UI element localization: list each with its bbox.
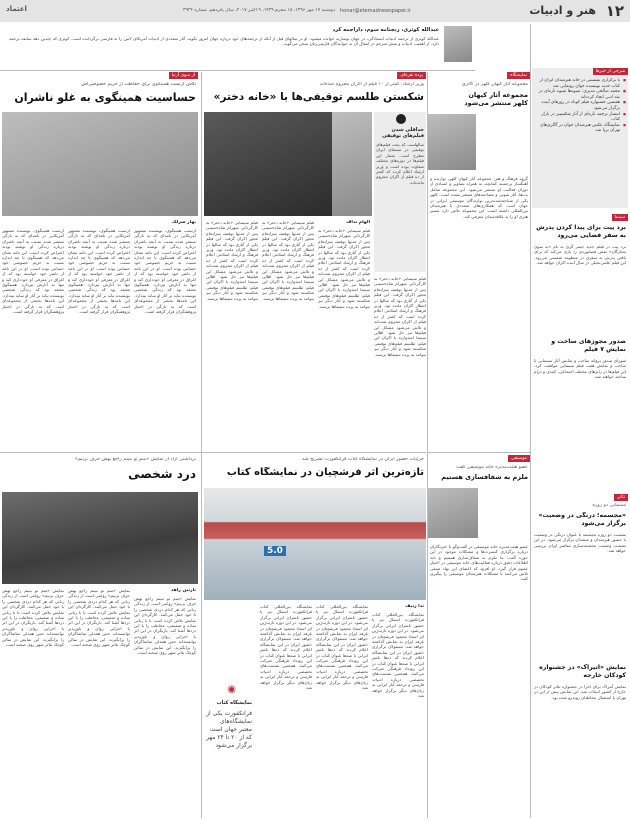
news-item[interactable]: ■ نمایشگاه عکس هنرمندان جوان در گالری‌های تهران برپا شد <box>534 123 626 134</box>
music-article <box>428 452 530 818</box>
article-body-col2: فیلم سینمایی «خانه دختر» به کارگردانی شهرام شاه‌حسینی پس از مدتها توقیف سرانجام مجوز اکران گرفت. این فیلم یکی از آثاری بود که سالها در انتظار اکران مانده بود. وزیر فرهنگ و ارشاد اسلامی اعلام کرده است که کمتر از ده فیلم از اکران محروم شده‌اند و تلاش می‌شود مشکل این فیلم‌ها نیز حل شود. اهالی سینما امیدوارند با اکران این فیلم، طلسم فیلم‌های توقیفی شکسته شود و آثار دیگر نیز بتوانند به پرده سینماها برسند. <box>262 220 314 301</box>
news-item[interactable]: ■ هفتمین جشنواره فیلم کوتاه در روزهای آینده برگزار می‌شود <box>534 100 626 111</box>
article-body-col1: ارنست همینگوی، نویسنده مشهور آمریکایی در نامه‌ای که به تازگی منتشر شده نسبت به آنچه ناشران درباره زندگی او نوشته بودند اعتراض کرده است. این نامه نشان می‌دهد که همینگوی تا چه اندازه نسبت به حریم خصوصی خود حساس بوده است. او در این نامه از ناشر خود خواسته بود که از اغراق در معرفی او خودداری کند و تنها به آثارش بپردازد. همینگوی معتقد بود که زندگی شخصی نویسنده نباید بر آثار او سایه بیندازد. این نامه‌ها بخشی از مجموعه‌ای است که به تازگی در اختیار پژوهشگران قرار گرفته است. <box>134 228 196 315</box>
news-item[interactable]: ■ محمد صالحی مدیری: شیوه‌ها شیوه تازه‌ای در نقد ادبی ایجاد کرده‌اند <box>534 89 626 100</box>
news-item[interactable]: ■ با برگزاری نشستی در خانه هنرمندان ایران از کتاب جدید نویسنده جوان رونمایی شد <box>534 78 626 89</box>
article-body: گروه فرهنگ و هنر: مجموعه آثار کیهان کلهر، نوازنده و آهنگساز برجسته کمانچه، به همراه تصاویر و اسنادی از دوران فعالیت او منتشر می‌شود. این مجموعه شامل نت‌ها، آثار صوتی و مصاحبه‌های منتشر نشده است. کلهر یکی از شناخته‌شده‌ترین نوازندگان موسیقی ایرانی در جهان است که همکاری‌های متعددی با هنرمندان بین‌المللی داشته است. این مجموعه تلاش دارد مسیر هنری او را به علاقه‌مندان معرفی کند. <box>430 176 528 219</box>
article-body-col3: نمایش «منم تو نبینم راجع بهش حرف بزنیم» روایتی است از زندگی زنانی که هر کدام دردی شخصی را با خود حمل می‌کنند. کارگردان این نمایش تلاش کرده است تا با زبانی ساده و صمیمی، مخاطب را با این دردها آشنا کند. بازیگران در این اثر با اجرایی روان و باورپذیر توانسته‌اند حس همدلی تماشاگران را برانگیزند. این نمایش در سالن کوچک تئاتر شهر روی صحنه است. <box>2 588 64 648</box>
theatre-headline[interactable]: «مجسمه؛ درنگی در وضعیت» برگزار می‌شود <box>538 512 626 527</box>
article-kicker: جزئیات حضور ایران در نمایشگاه کتاب فرانکفورت تشریح شد <box>302 457 424 462</box>
newspaper-logo: اعتماد <box>6 5 27 13</box>
caption-box <box>204 604 254 816</box>
editorial-title: عبدالله کوثری، رنجنامه سوم، داراجمه کرد <box>332 27 439 33</box>
article-kicker: عضو هیئت‌مدیره خانه موسیقی گفت <box>455 465 528 470</box>
byline: بهار سرلک <box>171 220 196 225</box>
play-photo <box>2 492 198 584</box>
bookfair-article <box>204 454 426 818</box>
bookfair-photo <box>204 488 426 600</box>
editorial-strip <box>0 24 475 68</box>
article-headline[interactable]: درد شخصی <box>128 467 196 481</box>
article-body-col0: فیلم سینمایی «خانه دختر» به کارگردانی شهرام شاه‌حسینی پس از مدتها توقیف سرانجام مجوز اکران گرفت. این فیلم یکی از آثاری بود که سالها در انتظار اکران مانده بود. وزیر فرهنگ و ارشاد اسلامی اعلام کرده است که کمتر از ده فیلم از اکران محروم شده‌اند و تلاش می‌شود مشکل این فیلم‌ها نیز حل شود. اهالی سینما امیدوارند با اکران این فیلم، طلسم فیلم‌های توقیفی شکسته شود و آثار دیگر نیز بتوانند به پرده سینماها برسند. <box>374 276 426 357</box>
caption-body: فرانکفورت یکی از نمایشگاه‌های معتبر جهان است که از ۲۰ تا ۲۴ مهر برگزار می‌شود <box>206 710 252 749</box>
theatre-review <box>2 454 198 818</box>
byline: الهام نداف <box>346 220 370 225</box>
musician-photo <box>428 488 478 538</box>
booth-sign: 5.0 <box>264 546 286 556</box>
sidebar-box <box>374 112 426 272</box>
page-number: ۱۲ <box>605 2 624 20</box>
article-body-col2: نمایشگاه بین‌المللی کتاب فرانکفورت امسال نیز با حضور ناشران ایرانی برگزار می‌شود. در این دوره تازه‌ترین اثر استاد محمود فرشچیان در غرفه ایران به نمایش گذاشته خواهد شد. مسئولان برگزاری حضور ایران در این نمایشگاه اعلام کردند که ده‌ها ناشر ایرانی با صدها عنوان کتاب در این رویداد فرهنگی شرکت می‌کنند. همچنین نشست‌های تخصصی درباره ادبیات فارسی و ترجمه آثار ایرانی به زبان‌های دیگر برگزار خواهد شد. <box>316 604 368 691</box>
permits-body: شورای صدور پروانه ساخت و نمایش آثار سینمایی با ساخت و نمایش هفت فیلم سینمایی موافقت کرد. این فیلم‌ها در ژانرهای مختلف اجتماعی، کمدی و درام ساخته خواهند شد. <box>534 358 626 380</box>
article-kicker: مجموعه آثار کیهان کلهر در گالری <box>461 82 528 87</box>
section-tag: پرده نقره‌ای <box>397 72 426 79</box>
kalhor-article <box>428 72 530 450</box>
actor-photo <box>204 112 332 216</box>
article-headline[interactable]: شکستن طلسم توقیفی‌ها با «خانه دختر» <box>213 91 424 103</box>
permits-headline[interactable]: صدور مجوزهای ساخت و نمایش ۷ فیلم <box>551 338 626 353</box>
article-body-col2: نمایش «منم تو نبینم راجع بهش حرف بزنیم» روایتی است از زندگی زنانی که هر کدام دردی شخصی را با خود حمل می‌کنند. کارگردان این نمایش تلاش کرده است تا با زبانی ساده و صمیمی، مخاطب را با این دردها آشنا کند. بازیگران در این اثر با اجرایی روان و باورپذیر توانسته‌اند حس همدلی تماشاگران را برانگیزند. این نمایش در سالن کوچک تئاتر شهر روی صحنه است. <box>68 588 130 648</box>
theatre-kicker: سینمایی دو روزه <box>592 503 626 508</box>
section-tag: از سوی آرتیا <box>169 72 198 79</box>
article-headline[interactable]: حساسیت همینگوی به غلو ناشران <box>14 91 196 104</box>
cinema-headline[interactable]: برد پیت برای پیدا کردن پدرش به سفر فضایی می‌رود <box>536 224 626 239</box>
theatre-tag: تئاتر <box>614 494 628 501</box>
article-body-col2: ارنست همینگوی، نویسنده مشهور آمریکایی در نامه‌ای که به تازگی منتشر شده نسبت به آنچه ناشران درباره زندگی او نوشته بودند اعتراض کرده است. این نامه نشان می‌دهد که همینگوی تا چه اندازه نسبت به حریم خصوصی خود حساس بوده است. او در این نامه از ناشر خود خواسته بود که از اغراق در معرفی او خودداری کند و تنها به آثارش بپردازد. همینگوی معتقد بود که زندگی شخصی نویسنده نباید بر آثار او سایه بیندازد. این نامه‌ها بخشی از مجموعه‌ای است که به تازگی در اختیار پژوهشگران قرار گرفته است. <box>68 228 130 315</box>
article-body-col1: فیلم سینمایی «خانه دختر» به کارگردانی شهرام شاه‌حسینی پس از مدتها توقیف سرانجام مجوز اکران گرفت. این فیلم یکی از آثاری بود که سالها در انتظار اکران مانده بود. وزیر فرهنگ و ارشاد اسلامی اعلام کرده است که کمتر از ده فیلم از اکران محروم شده‌اند و تلاش می‌شود مشکل این فیلم‌ها نیز حل شود. اهالی سینما امیدوارند با اکران این فیلم، طلسم فیلم‌های توقیفی شکسته شود و آثار دیگر نیز بتوانند به پرده سینماها برسند. <box>318 228 370 309</box>
article-headline[interactable]: مجموعه آثار کیهان کلهر منتشر می‌شود <box>464 91 528 107</box>
hemingway-article <box>2 72 198 452</box>
caption-icon: ◉ <box>227 684 236 695</box>
theatre-body: نشست دو روزه مجسمه با عنوان درنگی در وضعیت با حضور هنرمندان و منتقدان برگزار می‌شود. در این نشست وضعیت مجسمه‌سازی معاصر ایران بررسی خواهد شد. <box>534 532 626 554</box>
film-article <box>204 72 426 452</box>
article-kicker: تلاش ارنست همینگوی برای حفاظت از حریم خصوصی‌اش <box>81 82 196 87</box>
caption-title: نمایشگاه کتاب <box>216 700 252 706</box>
editorial-body: عبدالله کوثری از ترجمه ادبیات ایستادگی، در جهان نوسازیه خوانده میشود. او در سالهای قبل از آنکه از ترجمه‌های خود درباره جهان امروز بگوید، آثار متعددی از ادبیات آمریکای لاتین را به فارسی برگردانده است. کوثری که چندین دهه سابقه ترجمه دارد، از اهمیت ادبیات و نقش مترجم در انتقال آن به خوانندگان فارسی‌زبان سخن می‌گوید. <box>9 36 439 47</box>
kids-headline[interactable]: نمایش «آتیراک» در جشنواره کودکان خارجه <box>539 664 626 679</box>
cinema-body: برد پیت در فیلم جدید جیمز گری به نام «به سوی ستارگان» نقش فضانوردی را بازی می‌کند که برای یافتن پدرش به سفری در منظومه شمسی می‌رود. این فیلم علمی‌تخیلی در سال آینده اکران خواهد شد. <box>534 244 626 266</box>
hemingway-photo <box>2 112 198 216</box>
article-headline[interactable]: ملزم به شفافسازی هستیم <box>441 473 528 481</box>
page-header <box>0 0 630 22</box>
sidebar-body: سالهاست که بحث فیلم‌های توقیفی در سینمای ایران مطرح است. شمار این فیلم‌ها در دوره‌های مختلف متفاوت بوده است و وزیر ارشاد اعلام کرده که کمتر از ده فیلم از اکران محروم مانده‌اند. <box>376 142 424 185</box>
sidebar-icon <box>396 114 406 124</box>
article-body-col3: فیلم سینمایی «خانه دختر» به کارگردانی شهرام شاه‌حسینی پس از مدتها توقیف سرانجام مجوز اکران گرفت. این فیلم یکی از آثاری بود که سالها در انتظار اکران مانده بود. وزیر فرهنگ و ارشاد اسلامی اعلام کرده است که کمتر از ده فیلم از اکران محروم شده‌اند و تلاش می‌شود مشکل این فیلم‌ها نیز حل شود. اهالی سینما امیدوارند با اکران این فیلم، طلسم فیلم‌های توقیفی شکسته شود و آثار دیگر نیز بتوانند به پرده سینماها برسند. <box>206 220 258 301</box>
article-body-col3: ارنست همینگوی، نویسنده مشهور آمریکایی در نامه‌ای که به تازگی منتشر شده نسبت به آنچه ناشران درباره زندگی او نوشته بودند اعتراض کرده است. این نامه نشان می‌دهد که همینگوی تا چه اندازه نسبت به حریم خصوصی خود حساس بوده است. او در این نامه از ناشر خود خواسته بود که از اغراق در معرفی او خودداری کند و تنها به آثارش بپردازد. همینگوی معتقد بود که زندگی شخصی نویسنده نباید بر آثار او سایه بیندازد. این نامه‌ها بخشی از مجموعه‌ای است که به تازگی در اختیار پژوهشگران قرار گرفته است. <box>2 228 64 315</box>
actress-photo <box>332 112 372 216</box>
news-box <box>532 68 628 208</box>
news-list <box>534 78 626 206</box>
article-body-col1: نمایش «منم تو نبینم راجع بهش حرف بزنیم» روایتی است از زندگی زنانی که هر کدام دردی شخصی را با خود حمل می‌کنند. کارگردان این نمایش تلاش کرده است تا با زبانی ساده و صمیمی، مخاطب را با این دردها آشنا کند. بازیگران در این اثر با اجرایی روان و باورپذیر توانسته‌اند حس همدلی تماشاگران را برانگیزند. این نمایش در سالن کوچک تئاتر شهر روی صحنه است. <box>134 596 196 656</box>
section-tag: نمایشگاه <box>507 72 530 79</box>
kids-body: نمایش آتیراک برای اجرا در جشنواره تئاتر کودکان در خارج از کشور انتخاب شد. این نمایش پیش از این در تهران با استقبال مخاطبان روبه‌رو شده بود. <box>534 684 626 700</box>
kalhor-photo <box>428 114 476 170</box>
byline: ندا ژنیف <box>405 604 424 609</box>
section-url[interactable]: honar@etemadnewspaper.ir <box>340 8 411 14</box>
section-tag: موسیقی <box>508 455 530 462</box>
dateline: دوشنبه ۱۷ مهر ۱۳۹۶، ۱۸ محرم ۱۴۳۹، ۹ اکتبر ۲۰۱۷، سال پانزدهم، شماره ۳۹۲۴ <box>183 8 335 13</box>
section-title: هنر و ادبیات <box>529 4 596 17</box>
author-photo <box>444 26 472 62</box>
news-box-title: شرحی از خبرها <box>593 68 628 75</box>
article-kicker: وزیر ارشاد: کمتر از ۱۰ فیلم از اکران محروم شده‌اند <box>319 82 424 87</box>
article-kicker: برداشتی آزاد از نمایش «منم تو نبینم راجع بهش حرف بزنیم» <box>74 457 196 462</box>
article-body-col1: نمایشگاه بین‌المللی کتاب فرانکفورت امسال نیز با حضور ناشران ایرانی برگزار می‌شود. در این دوره تازه‌ترین اثر استاد محمود فرشچیان در غرفه ایران به نمایش گذاشته خواهد شد. مسئولان برگزاری حضور ایران در این نمایشگاه اعلام کردند که ده‌ها ناشر ایرانی با صدها عنوان کتاب در این رویداد فرهنگی شرکت می‌کنند. همچنین نشست‌های تخصصی درباره ادبیات فارسی و ترجمه آثار ایرانی به زبان‌های دیگر برگزار خواهد شد. <box>372 612 424 699</box>
article-body: عضو هیئت‌مدیره خانه موسیقی در گفت‌وگو با خبرنگاران درباره برگزاری کنسرت‌ها و مشکلات موجود در این حوزه گفت: ما ملزم به شفاف‌سازی هستیم و باید اطلاعات دقیق درباره فعالیت‌های خانه موسیقی در اختیار عموم قرار گیرد. او افزود که اعضای این نهاد صنفی تلاش می‌کنند تا مشکلات هنرمندان موسیقی را پیگیری کنند. <box>430 544 528 582</box>
byline: نازنین زاهد <box>171 588 196 593</box>
cinema-tag: سینما <box>612 214 628 221</box>
sidebar-title: حداقلی شدن فیلم‌های توقیفی <box>382 127 424 139</box>
article-headline[interactable]: تازه‌ترین اثر فرشچیان در نمایشگاه کتاب <box>226 467 424 478</box>
article-body-col3: نمایشگاه بین‌المللی کتاب فرانکفورت امسال نیز با حضور ناشران ایرانی برگزار می‌شود. در این دوره تازه‌ترین اثر استاد محمود فرشچیان در غرفه ایران به نمایش گذاشته خواهد شد. مسئولان برگزاری حضور ایران در این نمایشگاه اعلام کردند که ده‌ها ناشر ایرانی با صدها عنوان کتاب در این رویداد فرهنگی شرکت می‌کنند. همچنین نشست‌های تخصصی درباره ادبیات فارسی و ترجمه آثار ایرانی به زبان‌های دیگر برگزار خواهد شد. <box>260 604 312 691</box>
right-column <box>532 24 628 818</box>
news-item[interactable]: ■ انتشار ترجمه تازه‌ای از آثار شکسپیر در بازار کتاب <box>534 112 626 123</box>
